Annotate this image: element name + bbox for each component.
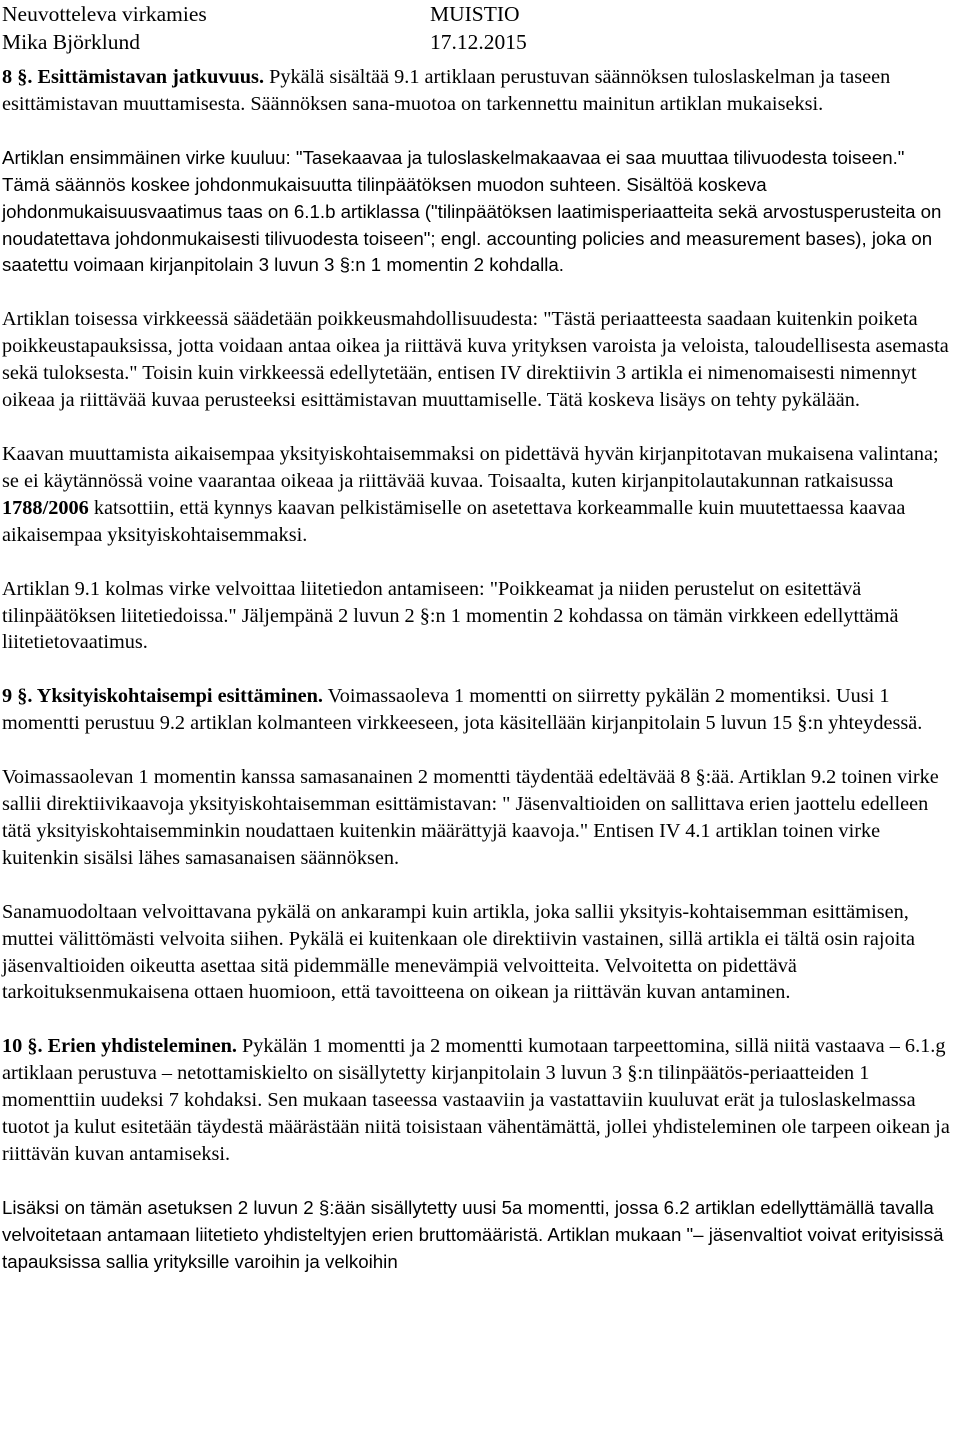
- paragraph-text: Sanamuodoltaan velvoittavana pykälä on ankarampi kuin artikla, joka sallii yksityis-kohtaisemman esittämisen, muttei välittömästi velvoita siihen. Pykälä ei kuitenkaan ole direktiivin vastainen, sillä artikla ei tältä osin rajoita jäsenvaltioiden oikeutta asettaa sitä pidemmälle menevämpiä velvoitteita. Velvoitetta on pidettävä tarkoituksenmukaisena ottaen huomioon, että tavoitteena on oikean ja riittävän kuvan antaminen.: [2, 900, 915, 1004]
- header-row-2: [0, 28, 960, 56]
- paragraph-text: Artiklan 9.1 kolmas virke velvoittaa liitetiedon antamiseen: "Poikkeamat ja niiden perustelut on esitettävä tilinpäätöksen liitetiedoissa." Jäljempänä 2 luvun 2 §:n 1 momentin 2 kohdassa on tämän virkkeen edellyttämä liitetietovaatimus.: [2, 577, 899, 654]
- paragraph-text: Artiklan toisessa virkkeessä säädetään poikkeusmahdollisuudesta: "Tästä periaatteesta saadaan kuitenkin poiketa poikkeustapauksissa, jotta voidaan antaa oikea ja riittävä kuva yrityksen varoista ja veloista, taloudellisesta asemasta sekä tuloksesta." Toisin kuin virkkeessä edellytetään, entisen IV direktiivin 3 artikla ei nimenomaisesti nimennyt oikeaa ja riittävää kuvaa perusteeksi esittämistavan muuttamiselle. Tätä koskeva lisäys on tehty pykälään.: [2, 308, 949, 412]
- header-org: Neuvotteleva virkamies: [2, 2, 207, 26]
- paragraph-8-section: [2, 64, 952, 118]
- paragraph-kaavan-muuttaminen: [2, 441, 952, 549]
- section-heading-9: 9 §. Yksityiskohtaisempi esittäminen.: [2, 685, 323, 708]
- header-date: 17.12.2015: [430, 30, 527, 54]
- section-heading-8: 8 §. Esittämistavan jatkuvuus.: [2, 66, 265, 88]
- paragraph-first-sentence: [2, 145, 952, 280]
- paragraph-10-section: [2, 1033, 952, 1168]
- paragraph-text: katsottiin, että kynnys kaavan pelkistämiselle on asetettava korkeammalle kuin muutettaessa kaavaa aikaisempaa yksityiskohtaisemmaksi.: [2, 496, 906, 546]
- header-author: Mika Björklund: [2, 30, 140, 54]
- document-header: [0, 0, 960, 56]
- paragraph-2-momentti: [2, 764, 952, 872]
- document-body: [2, 64, 952, 1303]
- paragraph-text: Voimassaolevan 1 momentin kanssa samasanainen 2 momentti täydentää edeltävää 8 §:ää. Artiklan 9.2 toinen virke sallii direktiivikaavoja yksityiskohtaisemman esittämistavan: " Jäsenvaltioiden on sallittava erien jaottelu edelleen tätä yksityiskohtaisemminkin noudattaen kuitenkin määrättyjä kaavoja." Entisen IV 4.1 artiklan toinen virke kuitenkin sisälsi lähes samasanaisen säännöksen.: [2, 766, 939, 869]
- paragraph-text: Pykälä sisältää 9.1 artiklaan perustuvan säännöksen tuloslaskelman ja taseen esittämistavan muuttamisesta. Säännöksen sana-muotoa on tarkennettu mainitun artiklan mukaiseksi.: [2, 66, 891, 115]
- header-row-1: [0, 0, 960, 28]
- paragraph-text: Voimassaoleva 1 momentti on siirretty pykälän 2 momentiksi. Uusi 1 momentti perustuu 9.2 artiklan kolmanteen virkkeeseen, jota käsitellään kirjanpitolain 5 luvun 15 §:n yhteydessä.: [2, 685, 923, 735]
- header-doc-type: MUISTIO: [430, 2, 520, 26]
- decision-number: 1788/2006: [2, 496, 89, 519]
- paragraph-text: Lisäksi on tämän asetuksen 2 luvun 2 §:ään sisällytetty uusi 5a momentti, jossa 6.2 artiklan edellyttämällä tavalla velvoitetaan antamaan liitetieto yhdisteltyjen erien bruttomääristä. Artiklan mukaan "– jäsenvaltiot voivat erityisissä tapauksissa sallia yrityksille varoihin ja velkoihin: [2, 1196, 944, 1272]
- paragraph-9-section: [2, 683, 952, 737]
- paragraph-sanamuoto: [2, 899, 952, 1007]
- section-heading-10: 10 §. Erien yhdisteleminen.: [2, 1035, 237, 1058]
- paragraph-text: Kaavan muuttamista aikaisempaa yksityiskohtaisemmaksi on pidettävä hyvän kirjanpitotavan mukaisena valintana; se ei käytännössä voine vaarantaa oikeaa ja riittävää kuvaa. Toisaalta, kuten kirjanpitolautakunnan ratkaisussa: [2, 442, 939, 492]
- paragraph-third-sentence: [2, 576, 952, 657]
- paragraph-text: Pykälän 1 momentti ja 2 momentti kumotaan tarpeettomina, sillä niitä vastaava – 6.1.g artiklaan perustuva – netottamiskielto on sisällytetty kirjanpitolain 3 luvun 3 §:n tilinpäätös-periaatteiden 1 momenttiin uudeksi 7 kohdaksi. Sen mukaan taseessa vastaaviin ja vastattaviin kuuluvat erät ja tuloslaskelmassa tuotot ja kulut esitetään täydestä määrästään niitä toisistaan vähentämättä, jollei yhdisteleminen ole tarpeen oikean ja riittävän kuvan antamiseksi.: [2, 1035, 950, 1165]
- paragraph-second-sentence: [2, 306, 952, 414]
- paragraph-text: Artiklan ensimmäinen virke kuuluu: "Tasekaavaa ja tuloslaskelmakaavaa ei saa muuttaa tilivuodesta toiseen." Tämä säännös koskee johdonmukaisuutta tilinpäätöksen muodon suhteen. Sisältöä koskeva johdonmukaisuusvaatimus taas on 6.1.b artiklassa ("tilinpäätöksen laatimisperiaatteita sekä arvostusperusteita on noudatettava johdonmukaisesti tilivuodesta toiseen"; engl. accounting policies and measurement bases), joka on saatettu voimaan kirjanpitolain 3 luvun 3 §:n 1 momentin 2 kohdalla.: [2, 146, 942, 276]
- paragraph-lisaksi: [2, 1195, 952, 1276]
